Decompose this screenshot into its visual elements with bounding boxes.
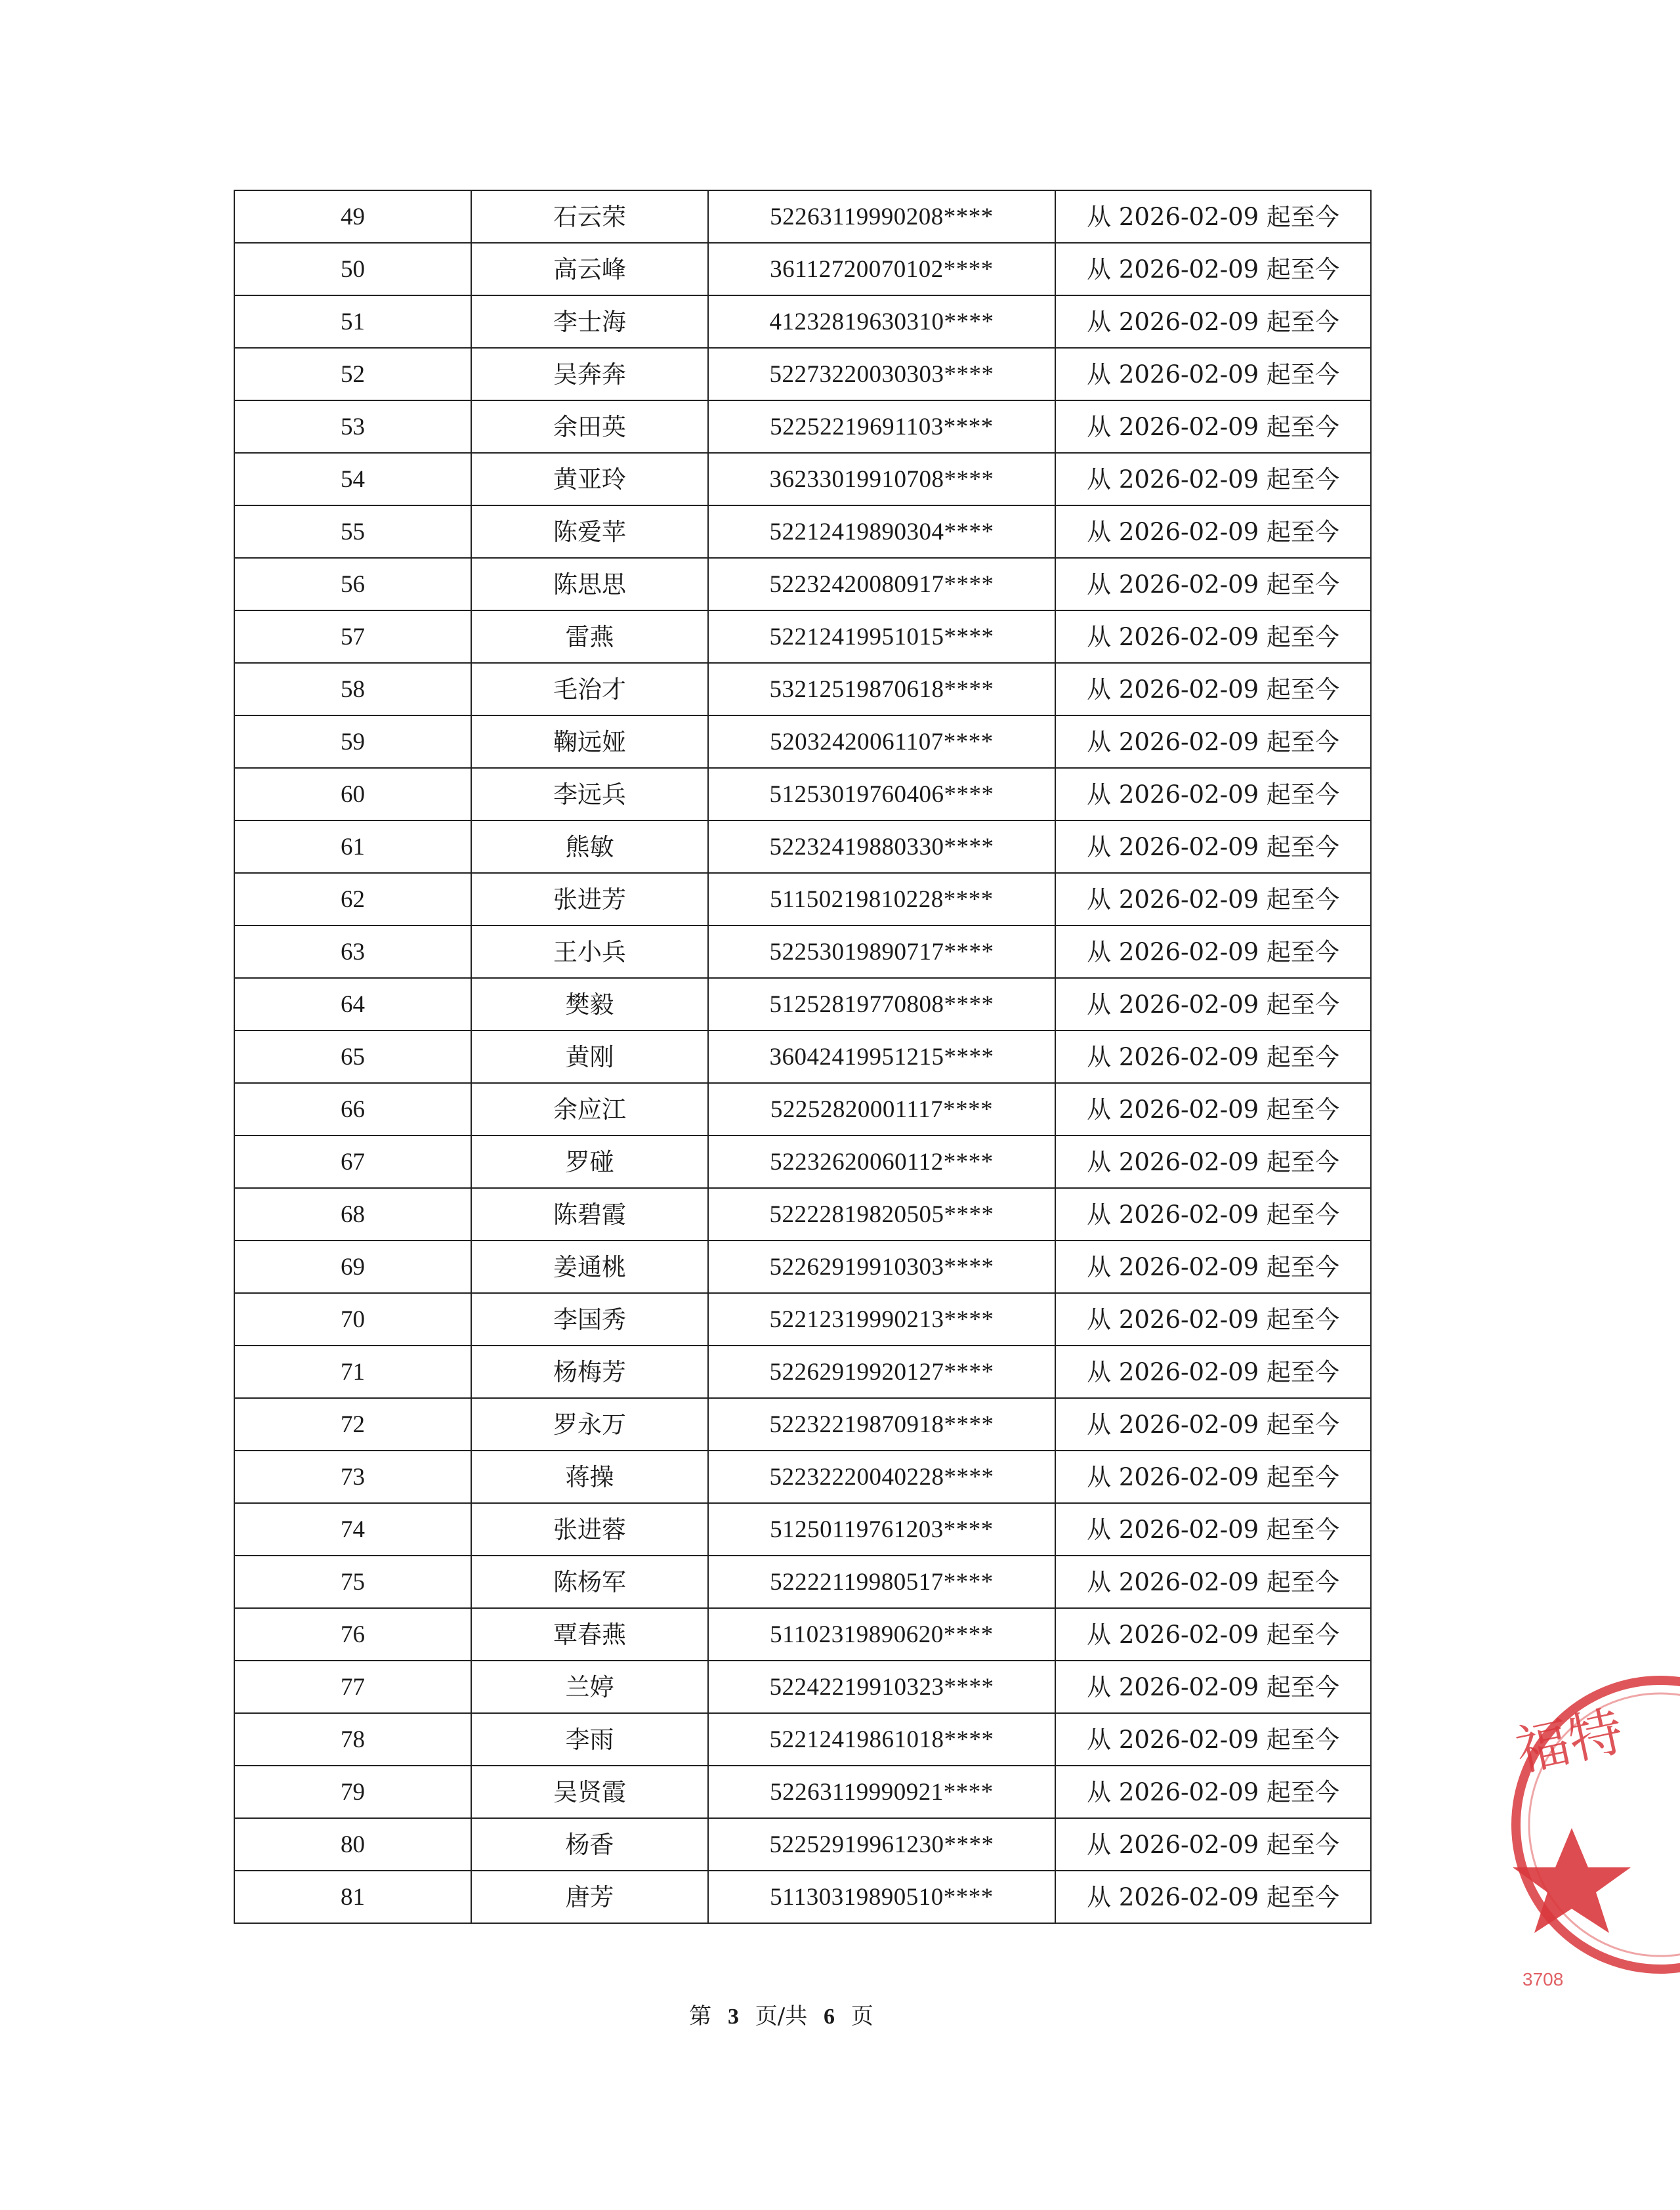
table-row — [234, 348, 1371, 400]
name-cell: 兰婷 — [471, 1661, 708, 1713]
table-row — [234, 1241, 1371, 1293]
row-number-cell: 70 — [234, 1293, 471, 1346]
period-cell: 从 2026-02-09 起至今 — [1055, 1713, 1371, 1766]
id-number-cell: 36042419951215**** — [708, 1031, 1055, 1083]
id-number-cell: 52032420061107**** — [708, 715, 1055, 768]
id-number-cell: 52253019890717**** — [708, 925, 1055, 978]
row-number-cell: 57 — [234, 610, 471, 663]
name-cell: 熊敏 — [471, 820, 708, 873]
table-row — [234, 873, 1371, 925]
row-number-cell: 56 — [234, 558, 471, 610]
period-cell: 从 2026-02-09 起至今 — [1055, 295, 1371, 348]
table-row — [234, 190, 1371, 243]
row-number-cell: 60 — [234, 768, 471, 820]
name-cell: 陈碧霞 — [471, 1188, 708, 1241]
period-cell: 从 2026-02-09 起至今 — [1055, 1398, 1371, 1451]
seal-number: 3708 — [1522, 1969, 1564, 1989]
table-row — [234, 505, 1371, 558]
id-number-cell: 52232219870918**** — [708, 1398, 1055, 1451]
table-row — [234, 1451, 1371, 1503]
id-number-cell: 53212519870618**** — [708, 663, 1055, 715]
row-number-cell: 76 — [234, 1608, 471, 1661]
period-cell: 从 2026-02-09 起至今 — [1055, 400, 1371, 453]
row-number-cell: 58 — [234, 663, 471, 715]
row-number-cell: 63 — [234, 925, 471, 978]
table-row — [234, 1818, 1371, 1871]
id-number-cell: 51150219810228**** — [708, 873, 1055, 925]
name-cell: 黄亚玲 — [471, 453, 708, 505]
period-cell: 从 2026-02-09 起至今 — [1055, 505, 1371, 558]
id-number-cell: 52252919961230**** — [708, 1818, 1055, 1871]
table-row — [234, 1766, 1371, 1818]
id-number-cell: 52252820001117**** — [708, 1083, 1055, 1136]
page-footer — [0, 1998, 1563, 2030]
name-cell: 王小兵 — [471, 925, 708, 978]
row-number-cell: 67 — [234, 1136, 471, 1188]
table-row — [234, 820, 1371, 873]
row-number-cell: 64 — [234, 978, 471, 1031]
name-cell: 杨香 — [471, 1818, 708, 1871]
table-row — [234, 1083, 1371, 1136]
id-number-cell: 52212319990213**** — [708, 1293, 1055, 1346]
period-cell: 从 2026-02-09 起至今 — [1055, 925, 1371, 978]
row-number-cell: 81 — [234, 1871, 471, 1923]
id-number-cell: 52212419951015**** — [708, 610, 1055, 663]
id-number-cell: 52242219910323**** — [708, 1661, 1055, 1713]
id-number-cell: 52222119980517**** — [708, 1556, 1055, 1608]
name-cell: 唐芳 — [471, 1871, 708, 1923]
period-cell: 从 2026-02-09 起至今 — [1055, 243, 1371, 295]
table-row — [234, 1293, 1371, 1346]
id-number-cell: 52262919910303**** — [708, 1241, 1055, 1293]
table-row — [234, 978, 1371, 1031]
period-cell: 从 2026-02-09 起至今 — [1055, 1503, 1371, 1556]
table-row — [234, 715, 1371, 768]
row-number-cell: 49 — [234, 190, 471, 243]
row-number-cell: 61 — [234, 820, 471, 873]
table-row — [234, 243, 1371, 295]
row-number-cell: 55 — [234, 505, 471, 558]
name-cell: 蒋操 — [471, 1451, 708, 1503]
period-cell: 从 2026-02-09 起至今 — [1055, 1031, 1371, 1083]
id-number-cell: 51253019760406**** — [708, 768, 1055, 820]
table-row — [234, 1188, 1371, 1241]
row-number-cell: 71 — [234, 1346, 471, 1398]
id-number-cell: 52232620060112**** — [708, 1136, 1055, 1188]
name-cell: 姜通桃 — [471, 1241, 708, 1293]
id-number-cell: 36112720070102**** — [708, 243, 1055, 295]
period-cell: 从 2026-02-09 起至今 — [1055, 1188, 1371, 1241]
id-number-cell: 36233019910708**** — [708, 453, 1055, 505]
row-number-cell: 74 — [234, 1503, 471, 1556]
id-number-cell: 41232819630310**** — [708, 295, 1055, 348]
name-cell: 李雨 — [471, 1713, 708, 1766]
name-cell: 张进芳 — [471, 873, 708, 925]
period-cell: 从 2026-02-09 起至今 — [1055, 348, 1371, 400]
row-number-cell: 66 — [234, 1083, 471, 1136]
personnel-table-body — [234, 190, 1371, 1923]
name-cell: 张进蓉 — [471, 1503, 708, 1556]
name-cell: 樊毅 — [471, 978, 708, 1031]
period-cell: 从 2026-02-09 起至今 — [1055, 768, 1371, 820]
row-number-cell: 62 — [234, 873, 471, 925]
row-number-cell: 78 — [234, 1713, 471, 1766]
id-number-cell: 52263119990208**** — [708, 190, 1055, 243]
row-number-cell: 53 — [234, 400, 471, 453]
id-number-cell: 52222819820505**** — [708, 1188, 1055, 1241]
id-number-cell: 52232420080917**** — [708, 558, 1055, 610]
id-number-cell: 51252819770808**** — [708, 978, 1055, 1031]
table-row — [234, 1136, 1371, 1188]
period-cell: 从 2026-02-09 起至今 — [1055, 1556, 1371, 1608]
row-number-cell: 50 — [234, 243, 471, 295]
name-cell: 覃春燕 — [471, 1608, 708, 1661]
name-cell: 黄刚 — [471, 1031, 708, 1083]
table-row — [234, 453, 1371, 505]
name-cell: 陈思思 — [471, 558, 708, 610]
total-page-number: 6 — [824, 2005, 835, 2029]
name-cell: 陈杨军 — [471, 1556, 708, 1608]
period-cell: 从 2026-02-09 起至今 — [1055, 1241, 1371, 1293]
id-number-cell: 52232419880330**** — [708, 820, 1055, 873]
id-number-cell: 52252219691103**** — [708, 400, 1055, 453]
row-number-cell: 73 — [234, 1451, 471, 1503]
table-row — [234, 663, 1371, 715]
period-cell: 从 2026-02-09 起至今 — [1055, 715, 1371, 768]
period-cell: 从 2026-02-09 起至今 — [1055, 453, 1371, 505]
id-number-cell: 52263119990921**** — [708, 1766, 1055, 1818]
footer-suffix: 页 — [850, 2003, 873, 2029]
personnel-table — [234, 190, 1372, 1924]
name-cell: 李国秀 — [471, 1293, 708, 1346]
table-row — [234, 400, 1371, 453]
period-cell: 从 2026-02-09 起至今 — [1055, 610, 1371, 663]
row-number-cell: 77 — [234, 1661, 471, 1713]
name-cell: 罗永万 — [471, 1398, 708, 1451]
name-cell: 石云荣 — [471, 190, 708, 243]
table-row — [234, 1713, 1371, 1766]
id-number-cell: 51102319890620**** — [708, 1608, 1055, 1661]
row-number-cell: 65 — [234, 1031, 471, 1083]
period-cell: 从 2026-02-09 起至今 — [1055, 190, 1371, 243]
name-cell: 吴奔奔 — [471, 348, 708, 400]
period-cell: 从 2026-02-09 起至今 — [1055, 1871, 1371, 1923]
period-cell: 从 2026-02-09 起至今 — [1055, 1136, 1371, 1188]
name-cell: 鞠远娅 — [471, 715, 708, 768]
table-row — [234, 768, 1371, 820]
row-number-cell: 59 — [234, 715, 471, 768]
row-number-cell: 80 — [234, 1818, 471, 1871]
table-row — [234, 1661, 1371, 1713]
table-row — [234, 558, 1371, 610]
row-number-cell: 69 — [234, 1241, 471, 1293]
name-cell: 吴贤霞 — [471, 1766, 708, 1818]
name-cell: 余应江 — [471, 1083, 708, 1136]
period-cell: 从 2026-02-09 起至今 — [1055, 820, 1371, 873]
table-row — [234, 610, 1371, 663]
period-cell: 从 2026-02-09 起至今 — [1055, 1818, 1371, 1871]
period-cell: 从 2026-02-09 起至今 — [1055, 1766, 1371, 1818]
period-cell: 从 2026-02-09 起至今 — [1055, 873, 1371, 925]
table-row — [234, 295, 1371, 348]
period-cell: 从 2026-02-09 起至今 — [1055, 978, 1371, 1031]
period-cell: 从 2026-02-09 起至今 — [1055, 1293, 1371, 1346]
current-page-number: 3 — [727, 2005, 739, 2029]
row-number-cell: 79 — [234, 1766, 471, 1818]
name-cell: 雷燕 — [471, 610, 708, 663]
id-number-cell: 52232220040228**** — [708, 1451, 1055, 1503]
name-cell: 李士海 — [471, 295, 708, 348]
footer-prefix: 第 — [689, 2003, 712, 2029]
name-cell: 罗碰 — [471, 1136, 708, 1188]
id-number-cell: 51130319890510**** — [708, 1871, 1055, 1923]
row-number-cell: 72 — [234, 1398, 471, 1451]
table-row — [234, 1398, 1371, 1451]
period-cell: 从 2026-02-09 起至今 — [1055, 1451, 1371, 1503]
name-cell: 毛治才 — [471, 663, 708, 715]
table-row — [234, 1346, 1371, 1398]
period-cell: 从 2026-02-09 起至今 — [1055, 1346, 1371, 1398]
id-number-cell: 52212419861018**** — [708, 1713, 1055, 1766]
footer-middle: 页/共 — [755, 2003, 808, 2029]
table-row — [234, 1503, 1371, 1556]
name-cell: 李远兵 — [471, 768, 708, 820]
id-number-cell: 52273220030303**** — [708, 348, 1055, 400]
row-number-cell: 75 — [234, 1556, 471, 1608]
name-cell: 陈爱苹 — [471, 505, 708, 558]
name-cell: 余田英 — [471, 400, 708, 453]
seal-arc-text: 福特 — [1510, 1700, 1629, 1784]
id-number-cell: 51250119761203**** — [708, 1503, 1055, 1556]
period-cell: 从 2026-02-09 起至今 — [1055, 558, 1371, 610]
name-cell: 杨梅芳 — [471, 1346, 708, 1398]
table-row — [234, 1871, 1371, 1923]
table-row — [234, 1556, 1371, 1608]
id-number-cell: 52262919920127**** — [708, 1346, 1055, 1398]
red-seal-stamp — [1509, 1667, 1680, 1995]
period-cell: 从 2026-02-09 起至今 — [1055, 663, 1371, 715]
period-cell: 从 2026-02-09 起至今 — [1055, 1661, 1371, 1713]
table-row — [234, 925, 1371, 978]
table-row — [234, 1031, 1371, 1083]
row-number-cell: 52 — [234, 348, 471, 400]
row-number-cell: 51 — [234, 295, 471, 348]
period-cell: 从 2026-02-09 起至今 — [1055, 1608, 1371, 1661]
period-cell: 从 2026-02-09 起至今 — [1055, 1083, 1371, 1136]
row-number-cell: 68 — [234, 1188, 471, 1241]
row-number-cell: 54 — [234, 453, 471, 505]
table-row — [234, 1608, 1371, 1661]
id-number-cell: 52212419890304**** — [708, 505, 1055, 558]
name-cell: 高云峰 — [471, 243, 708, 295]
